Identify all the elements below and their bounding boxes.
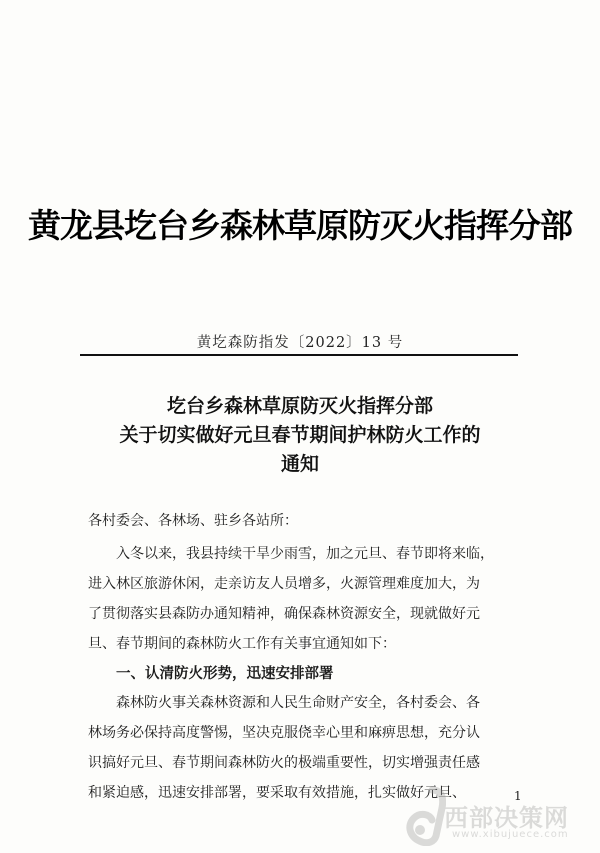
section-line: 识搞好元旦、春节期间森林防火的极端重要性，切实增强责任感 <box>88 755 480 771</box>
header-divider <box>80 354 518 356</box>
body-line: 进入林区旅游休闲，走亲访友人员增多，火源管理难度加大，为 <box>88 576 480 592</box>
title-line: 圪台乡森林草原防灭火指挥分部 <box>166 395 433 417</box>
notice-title <box>0 392 600 479</box>
watermark-logo-icon <box>402 786 446 846</box>
title-line: 关于切实做好元旦春节期间护林防火工作的 <box>119 424 481 446</box>
masthead-title: 黄龙县圪台乡森林草原防灭火指挥分部 <box>28 206 572 245</box>
body-line: 入冬以来，我县持续干旱少雨雪，加之元旦、春节即将来临， <box>116 546 494 562</box>
watermark <box>402 786 594 846</box>
title-line: 通知 <box>280 453 319 475</box>
addressee: 各村委会、各林场、驻乡各站所： <box>88 513 298 529</box>
section-heading: 一、认清防火形势，迅速安排部署 <box>116 666 334 682</box>
watermark-url: www.xibujuece.com <box>452 829 569 840</box>
document-number: 黄圪森防指发〔2022〕13 号 <box>196 335 404 351</box>
section-line: 林场务必保持高度警惕，坚决克服侥幸心里和麻痹思想，充分认 <box>88 725 480 741</box>
page-number: 1 <box>514 789 522 803</box>
body-line: 了贯彻落实县森防办通知精神，确保森林资源安全，现就做好元 <box>88 606 480 622</box>
body-line: 旦、春节期间的森林防火工作有关事宜通知如下： <box>88 636 396 652</box>
watermark-text: 西部决策网 <box>444 804 569 832</box>
section-line: 和紧迫感，迅速安排部署，要采取有效措施，扎实做好元旦、 <box>88 785 466 801</box>
section-line: 森林防火事关森林资源和人民生命财产安全，各村委会、各 <box>116 695 480 711</box>
